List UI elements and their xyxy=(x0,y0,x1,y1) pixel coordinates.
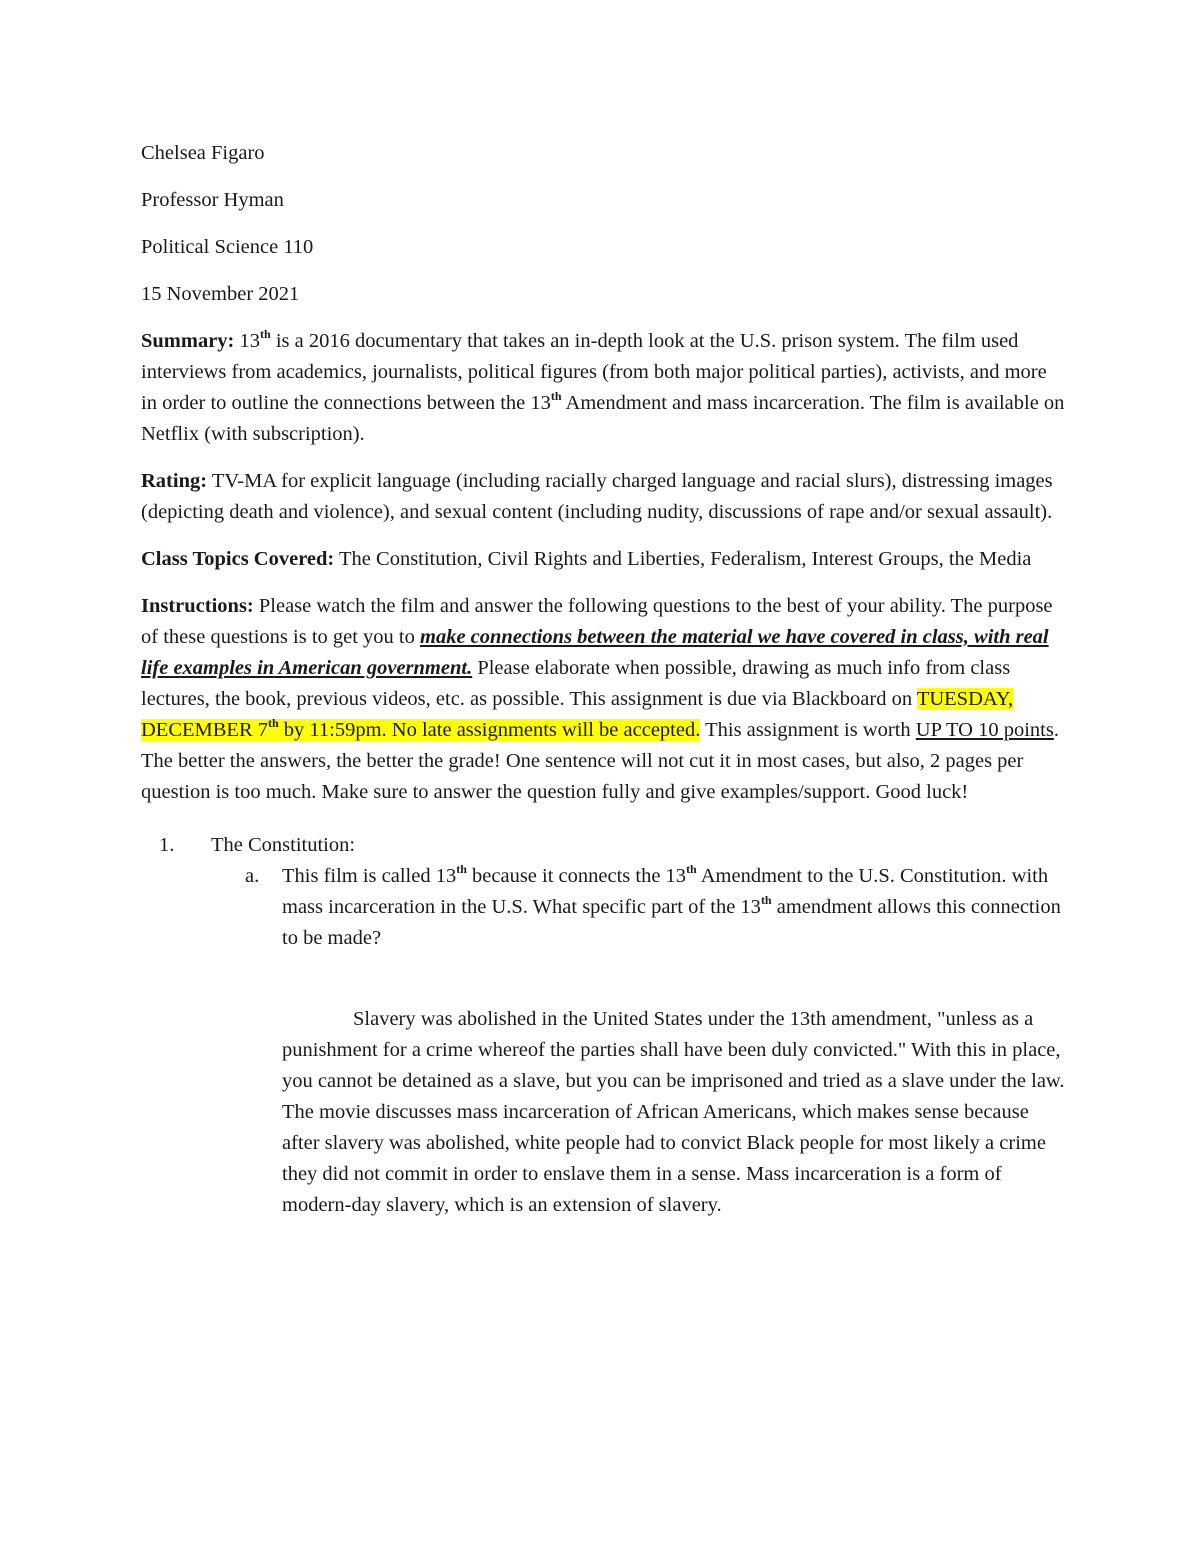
summary-sup: th xyxy=(260,327,271,342)
summary-text: is a 2016 documentary that takes an in-depth look at the U.S. prison system. The film used interviews from academics, journalists, political figures (from both major political parties), activists, and more in order to outline the connections between the 13 xyxy=(141,330,1047,414)
question-1 xyxy=(141,830,1066,861)
topics-text: The Constitution, Civil Rights and Liberties, Federalism, Interest Groups, the Media xyxy=(334,548,1032,570)
instructions-paragraph xyxy=(141,591,1066,808)
document-page xyxy=(141,138,1066,1221)
course-name: Political Science 110 xyxy=(141,236,314,258)
question-1-title: The Constitution: xyxy=(211,834,356,856)
student-name: Chelsea Figaro xyxy=(141,142,265,164)
question-1a-sup-2: th xyxy=(686,862,697,877)
summary-number: 13 xyxy=(239,330,261,352)
question-1a-text-1: This film is called 13 xyxy=(282,865,457,887)
summary-sup-2: th xyxy=(550,389,562,404)
rating-paragraph xyxy=(141,466,1066,528)
question-1a-text-2: because it connects the 13 xyxy=(466,865,687,887)
instructions-text-4: . The better the answers, the better the grade! One sentence will not cut it in most cases, but also, 2 pages per question is too much. Make sure to answer the question fully and give examples/support. Good luck! xyxy=(141,719,1059,803)
instructions-text-1: Please watch the film and answer the following questions to the best of your ability. The purpose of these questions is to get you to xyxy=(141,595,1053,648)
summary-paragraph xyxy=(141,326,1066,450)
instructions-emphasis: make connections between the material we have covered in class, with real life examples in American government. xyxy=(141,626,1049,679)
question-1a xyxy=(141,861,1066,954)
professor-name: Professor Hyman xyxy=(141,189,284,211)
due-date-text-2: by 11:59pm. No late assignments will be accepted. xyxy=(278,719,701,741)
instructions-text-2: Please elaborate when possible, drawing as much info from class lectures, the book, previous videos, etc. as possible. This assignment is due via Blackboard on xyxy=(141,657,1011,710)
instructions-label: Instructions: xyxy=(141,595,254,617)
question-list xyxy=(141,830,1066,1221)
question-1a-text-4: amendment allows this connection to be made? xyxy=(282,896,1061,949)
question-1a-sup-3: th xyxy=(760,893,772,908)
rating-text: TV-MA for explicit language (including racially charged language and racial slurs), distressing images (depicting death and violence), and sexual content (including nudity, discussions of rape and/or sexual assault). xyxy=(141,470,1053,523)
question-1a-text-3: Amendment to the U.S. Constitution. with mass incarceration in the U.S. What specific part of the 13 xyxy=(282,865,1049,918)
topics-paragraph xyxy=(141,544,1066,575)
points-underlined: UP TO 10 points xyxy=(915,719,1054,741)
question-1-number: 1. xyxy=(159,834,175,856)
document-date: 15 November 2021 xyxy=(141,283,300,305)
topics-label: Class Topics Covered: xyxy=(141,548,335,570)
instructions-text-3: This assignment is worth xyxy=(700,719,916,741)
due-date-text: TUESDAY, DECEMBER 7 xyxy=(141,688,1014,741)
due-date-sup: th xyxy=(268,716,279,731)
question-1a-sup-1: th xyxy=(456,862,467,877)
answer-paragraph: Slavery was abolished in the United States under the 13th amendment, "unless as a punishment for a crime whereof the parties shall have been duly convicted." With this in place, you cannot be detained as a slave, but you can be imprisoned and tried as a slave under the law. The movie discusses mass incarceration of African Americans, which makes sense because after slavery was abolished, white people had to convict Black people for most likely a crime they did not commit in order to enslave them in a sense. Mass incarceration is a form of modern-day slavery, which is an extension of slavery. xyxy=(282,1008,1065,1216)
question-1a-letter: a. xyxy=(245,865,260,887)
rating-label: Rating: xyxy=(141,470,208,492)
summary-text-2: Amendment and mass incarceration. The film is available on Netflix (with subscription). xyxy=(141,392,1065,445)
summary-label: Summary: xyxy=(141,330,235,352)
